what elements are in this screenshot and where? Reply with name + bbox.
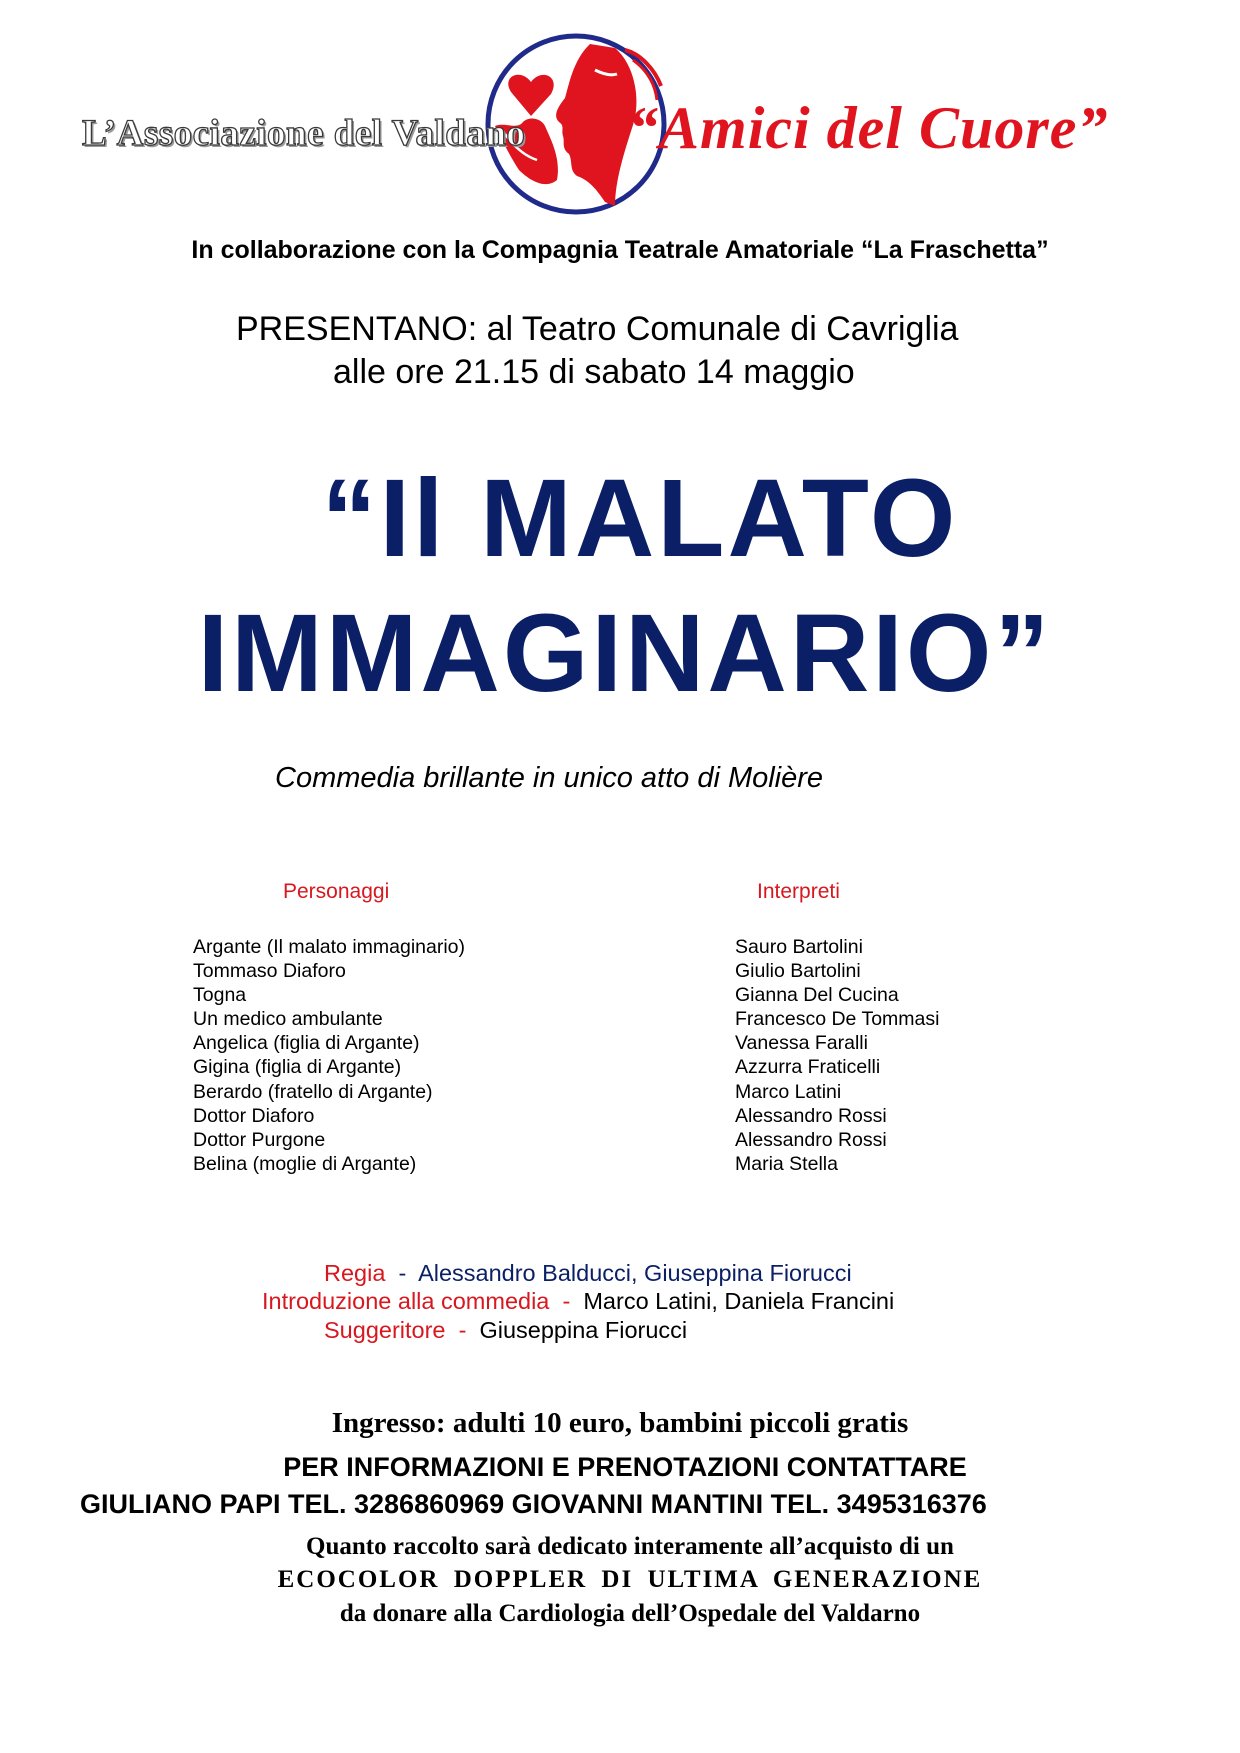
play-title-line-1: “Il MALATO <box>321 457 959 580</box>
character-item: Togna <box>193 984 247 1007</box>
actor-item: Vanessa Faralli <box>735 1032 868 1055</box>
character-item: Un medico ambulante <box>193 1008 383 1031</box>
credit-direction <box>324 1260 852 1287</box>
credit-value: Marco Latini, Daniela Francini <box>583 1288 895 1314</box>
actor-item: Maria Stella <box>735 1152 838 1175</box>
character-item: Belina (moglie di Argante) <box>193 1152 417 1175</box>
credit-label: Regia <box>324 1260 386 1286</box>
actor-item: Alessandro Rossi <box>735 1128 887 1151</box>
character-item: Dottor Diaforo <box>193 1104 315 1127</box>
credit-value: Alessandro Balducci, Giuseppina Fiorucci <box>418 1260 852 1286</box>
character-item: Argante (Il malato immaginario) <box>193 936 466 958</box>
contact-header: PER INFORMAZIONI E PRENOTAZIONI CONTATTARE <box>283 1452 967 1482</box>
donation-line-2: ECOCOLOR DOPPLER DI ULTIMA GENERAZIONE <box>277 1566 983 1593</box>
actor-item: Gianna Del Cucina <box>735 984 899 1007</box>
donation-line-3: da donare alla Cardiologia dell’Ospedale del Valdarno <box>339 1600 921 1627</box>
credit-separator: - <box>398 1260 407 1286</box>
donation-line-1: Quanto raccolto sarà dedicato interamente all’acquisto di un <box>306 1533 954 1560</box>
association-name: L’Associazione del Valdano <box>82 113 526 154</box>
actors-list <box>735 935 939 1176</box>
presentation-line: PRESENTANO: al Teatro Comunale di Cavriglia <box>236 310 959 348</box>
character-item: Gigina (figlia di Argante) <box>193 1056 402 1079</box>
credit-separator: - <box>458 1317 467 1343</box>
credit-label: Introduzione alla commedia <box>262 1288 550 1314</box>
credit-prompter <box>324 1317 687 1344</box>
brand-name: “Amici del Cuore” <box>628 95 1109 161</box>
actor-item: Francesco De Tommasi <box>735 1008 940 1031</box>
actor-item: Sauro Bartolini <box>735 936 863 958</box>
characters-header: Personaggi <box>283 880 390 903</box>
character-item: Angelica (figlia di Argante) <box>193 1032 420 1055</box>
credit-introduction <box>262 1288 894 1315</box>
characters-list <box>193 935 465 1176</box>
actor-item: Giulio Bartolini <box>735 960 861 983</box>
credit-separator: - <box>562 1288 571 1314</box>
collaboration-line: In collaborazione con la Compagnia Teatrale Amatoriale “La Fraschetta” <box>191 236 1049 264</box>
actor-item: Alessandro Rossi <box>735 1104 887 1127</box>
credit-value: Giuseppina Fiorucci <box>479 1317 688 1343</box>
character-item: Berardo (fratello di Argante) <box>193 1080 433 1103</box>
character-item: Dottor Purgone <box>193 1128 326 1151</box>
event-datetime: alle ore 21.15 di sabato 14 maggio <box>333 353 855 391</box>
character-item: Tommaso Diaforo <box>193 960 346 983</box>
credit-label: Suggeritore <box>324 1317 446 1343</box>
actors-header: Interpreti <box>757 880 840 903</box>
play-title-line-2: IMMAGINARIO” <box>197 592 1053 715</box>
contact-phones: GIULIANO PAPI TEL. 3286860969 GIOVANNI MANTINI TEL. 3495316376 <box>80 1489 987 1519</box>
admission-info: Ingresso: adulti 10 euro, bambini piccoli gratis <box>331 1407 909 1439</box>
play-subtitle: Commedia brillante in unico atto di Molière <box>275 762 824 794</box>
actor-item: Azzurra Fraticelli <box>735 1056 881 1079</box>
actor-item: Marco Latini <box>735 1080 842 1103</box>
